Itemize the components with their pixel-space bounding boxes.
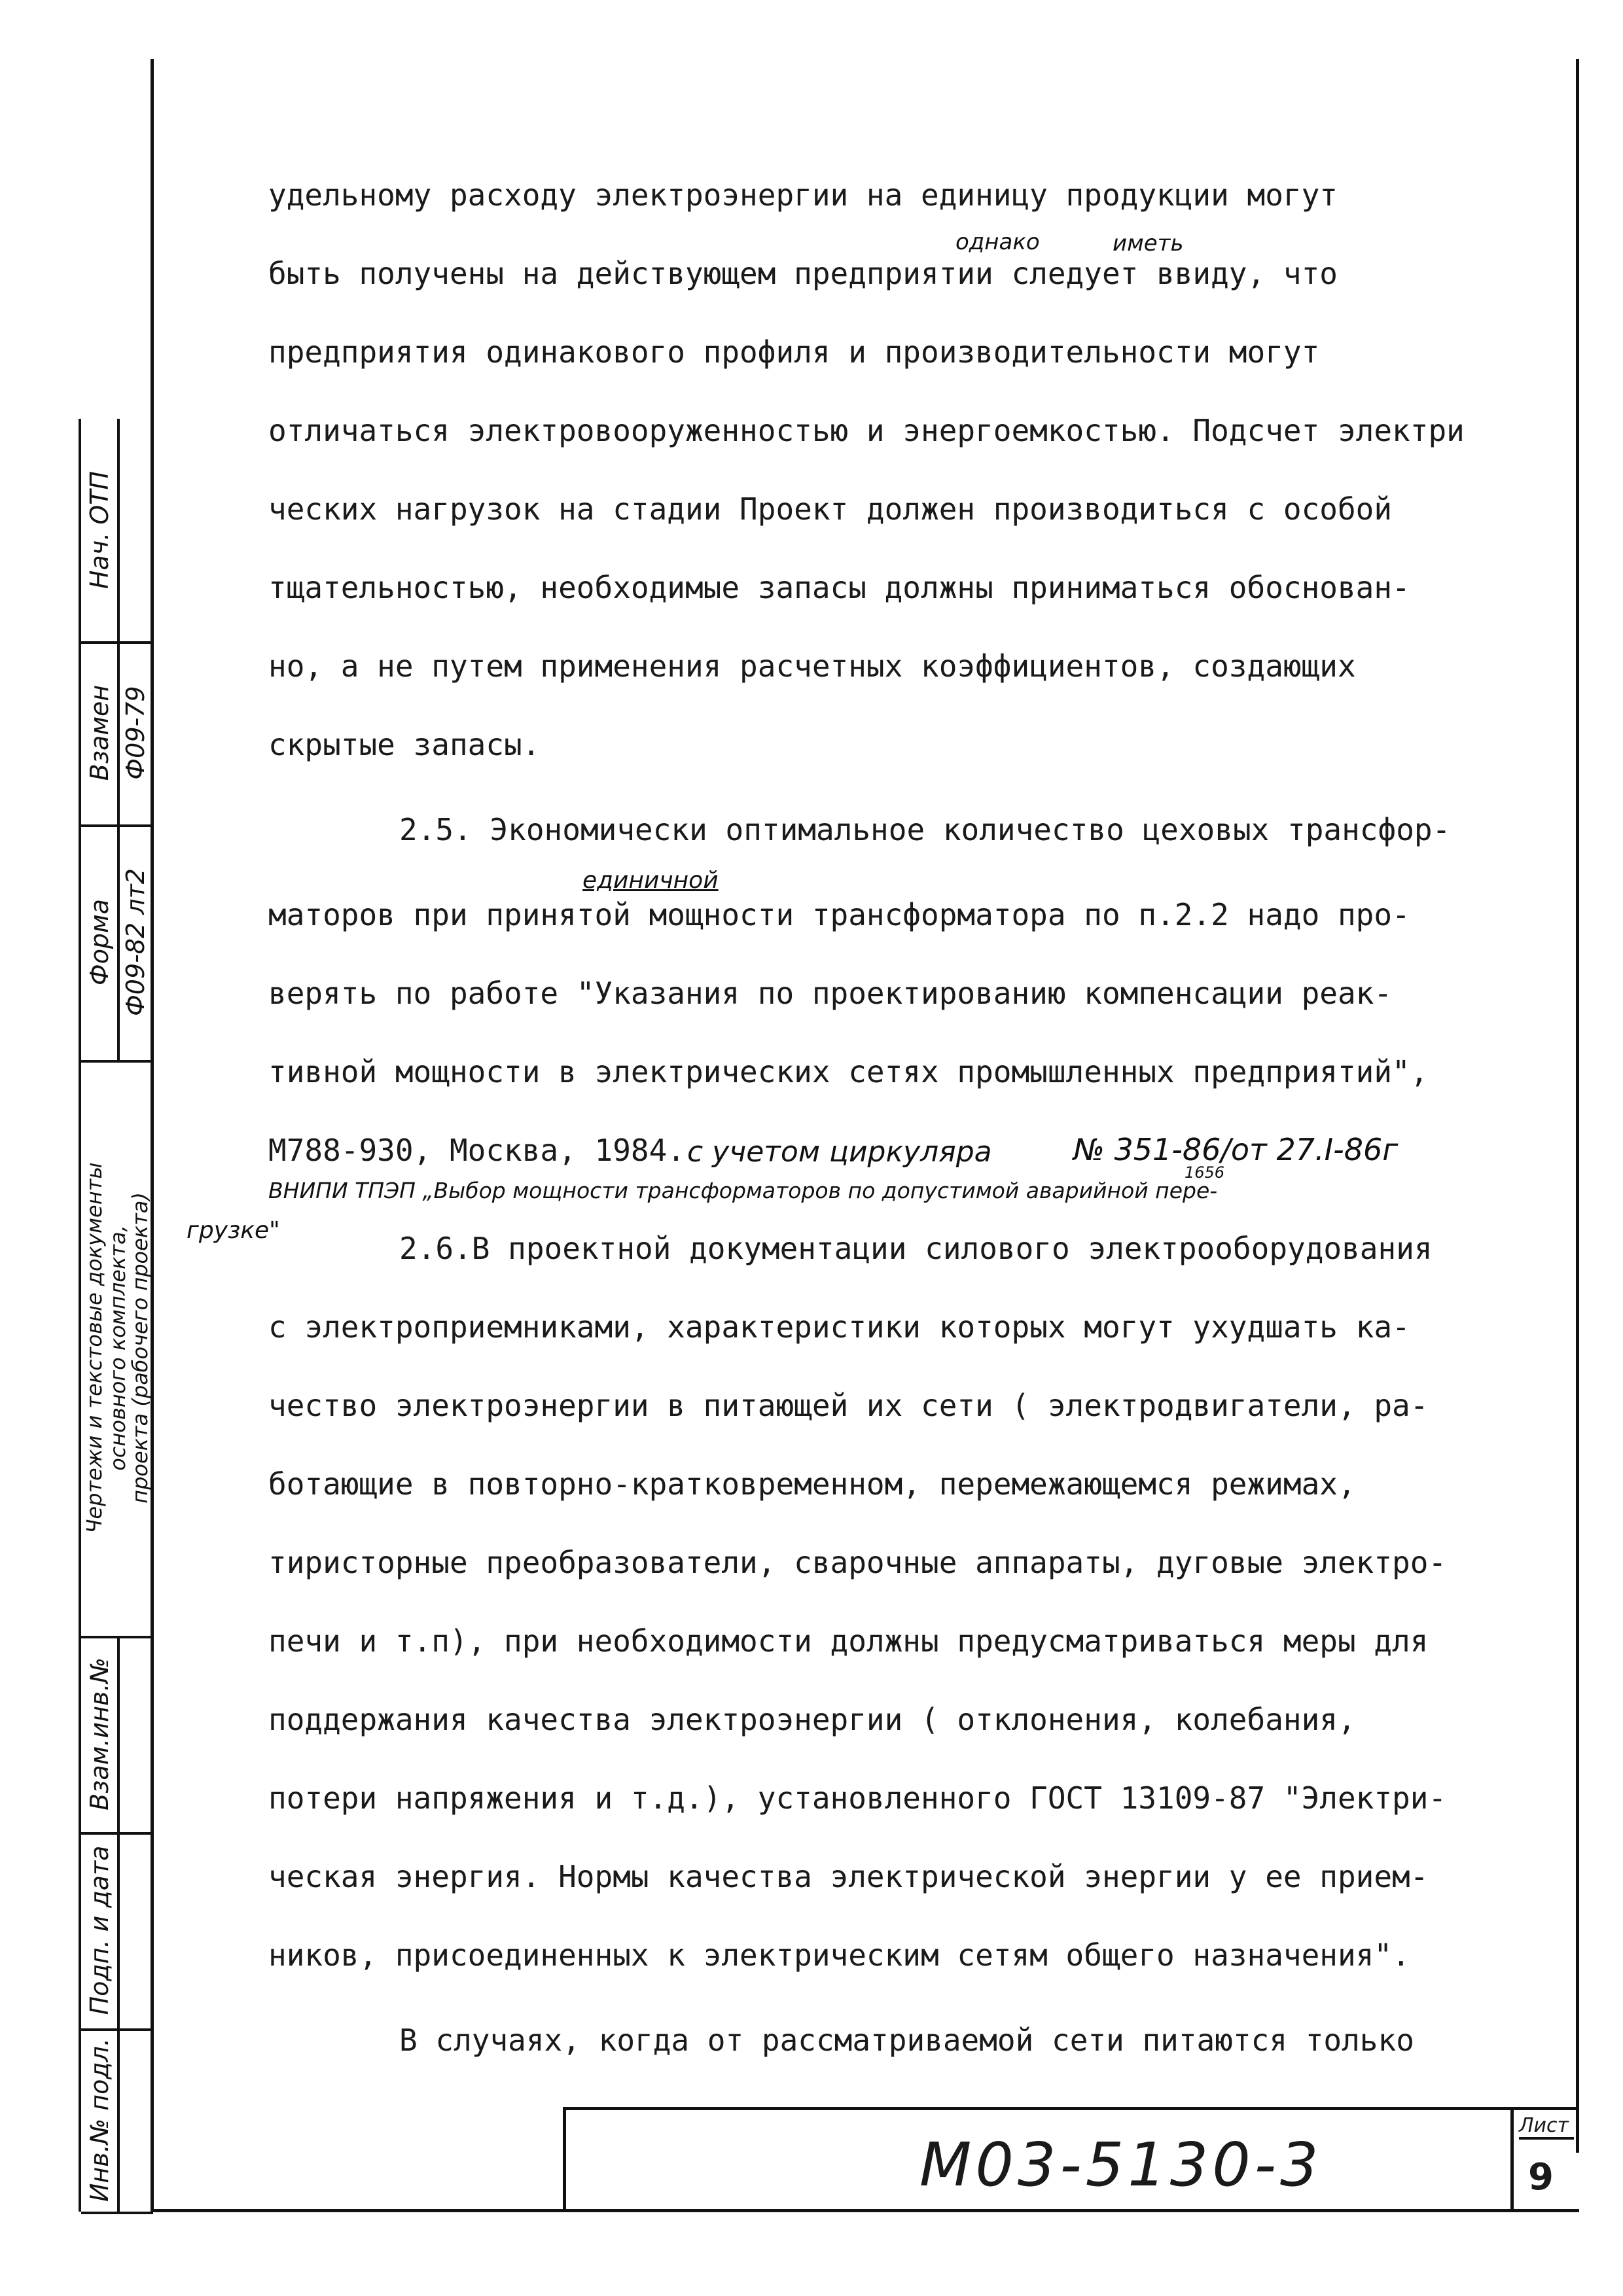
side-stamp [79, 419, 153, 2212]
handwritten-edinichnoy: единичной [582, 867, 719, 894]
body-line: предприятия одинакового профиля и производительности могут [268, 334, 1320, 370]
body-line: отличаться электровооруженностью и энергоемкостью. Подсчет электри [268, 413, 1465, 448]
handwritten-gruzke: грузке" [187, 1217, 280, 1244]
body-line: печи и т.п), при необходимости должны предусматриваться меры для [268, 1623, 1429, 1659]
stamp-forma [81, 824, 153, 1063]
frame-right-border [1576, 59, 1579, 2153]
body-line: но, а не путем применения расчетных коэффициентов, создающих [268, 648, 1356, 684]
stamp-forma-value: Ф09-82 лт2 [120, 868, 150, 1016]
body-line: ческая энергия. Нормы качества электрической энергии у ее прием- [268, 1859, 1429, 1894]
stamp-inv-podl [81, 2028, 153, 2214]
stamp-drawings-line1: Чертежи и текстовые документы [82, 1162, 107, 1534]
body-line: скрытые запасы. [268, 727, 541, 762]
sheet-number: 9 [1528, 2156, 1554, 2199]
body-line: ботающие в повторно-кратковременном, перемежающемся режимах, [268, 1466, 1356, 1502]
stamp-nach-otp-label: Нач. ОТП [84, 470, 114, 590]
body-line: 2.5. Экономически оптимальное количество цеховых трансфор- [399, 812, 1451, 847]
sheet-label: Лист [1519, 2114, 1574, 2140]
body-line: тиристорные преобразователи, сварочные аппараты, дуговые электро- [268, 1545, 1447, 1580]
stamp-drawings [81, 1060, 153, 1638]
title-block [563, 2107, 1579, 2212]
stamp-vzamen-label: Взамен [84, 684, 114, 781]
body-line: с электроприемниками, характеристики которых могут ухудшать ка- [268, 1309, 1410, 1345]
stamp-vzamen-value: Ф09-79 [120, 686, 150, 780]
handwritten-tsirkular: с учетом циркуляра [687, 1135, 992, 1169]
handwritten-vnipi-line: ВНИПИ ТПЭП „Выбор мощности трансформаторов по допустимой аварийной пере- [268, 1178, 1218, 1203]
body-line: М788-930, Москва, 1984. [268, 1133, 685, 1168]
body-line: маторов при принятой мощности трансформатора по п.2.2 надо про- [268, 897, 1410, 932]
stamp-drawings-line2: основного комплекта, [105, 1225, 130, 1471]
body-line: тщательностью, необходимые запасы должны приниматься обоснован- [268, 570, 1410, 605]
stamp-vzam-inv [81, 1636, 153, 1835]
document-code: М03-5130-3 [919, 2130, 1323, 2200]
body-line: быть получены на действующем предприятии следует ввиду, что [268, 256, 1338, 291]
body-line: чество электроэнергии в питающей их сети ( электродвигатели, ра- [268, 1388, 1429, 1423]
stamp-inv-podl-label: Инв.№ подл. [84, 2038, 114, 2202]
stamp-vzam-inv-label: Взам.инв.№ [84, 1657, 114, 1810]
body-line: ческих нагрузок на стадии Проект должен производиться с особой [268, 491, 1393, 527]
body-line: удельному расходу электроэнергии на единицу продукции могут [268, 177, 1338, 213]
body-line: 2.6.В проектной документации силового электрооборудования [399, 1231, 1433, 1266]
handwritten-tsirkular-number: № 351-86/от 27.I-86г [1073, 1132, 1399, 1167]
stamp-podp-data-label: Подп. и дата [84, 1845, 114, 2015]
handwritten-odnako: однако [955, 229, 1040, 255]
body-line: ников, присоединенных к электрическим сетям общего назначения". [268, 1937, 1410, 1973]
body-line: В случаях, когда от рассматриваемой сети питаются только [399, 2022, 1414, 2058]
body-line: поддержания качества электроэнергии ( отклонения, колебания, [268, 1702, 1356, 1737]
stamp-drawings-line3: проекта (рабочего проекта) [128, 1192, 152, 1504]
body-line: верять по работе "Указания по проектированию компенсации реак- [268, 976, 1393, 1011]
stamp-nach-otp [81, 419, 153, 644]
body-line: потери напряжения и т.д.), установленного ГОСТ 13109-87 "Электри- [268, 1780, 1447, 1816]
handwritten-tsirkular-sub: 1656 [1185, 1163, 1225, 1182]
sheet-cell [1510, 2110, 1579, 2212]
stamp-podp-data [81, 1832, 153, 2031]
body-line: тивной мощности в электрических сетях промышленных предприятий", [268, 1054, 1429, 1089]
stamp-forma-label: Форма [84, 898, 114, 986]
handwritten-imet: иметь [1113, 230, 1184, 256]
stamp-vzamen [81, 641, 153, 827]
